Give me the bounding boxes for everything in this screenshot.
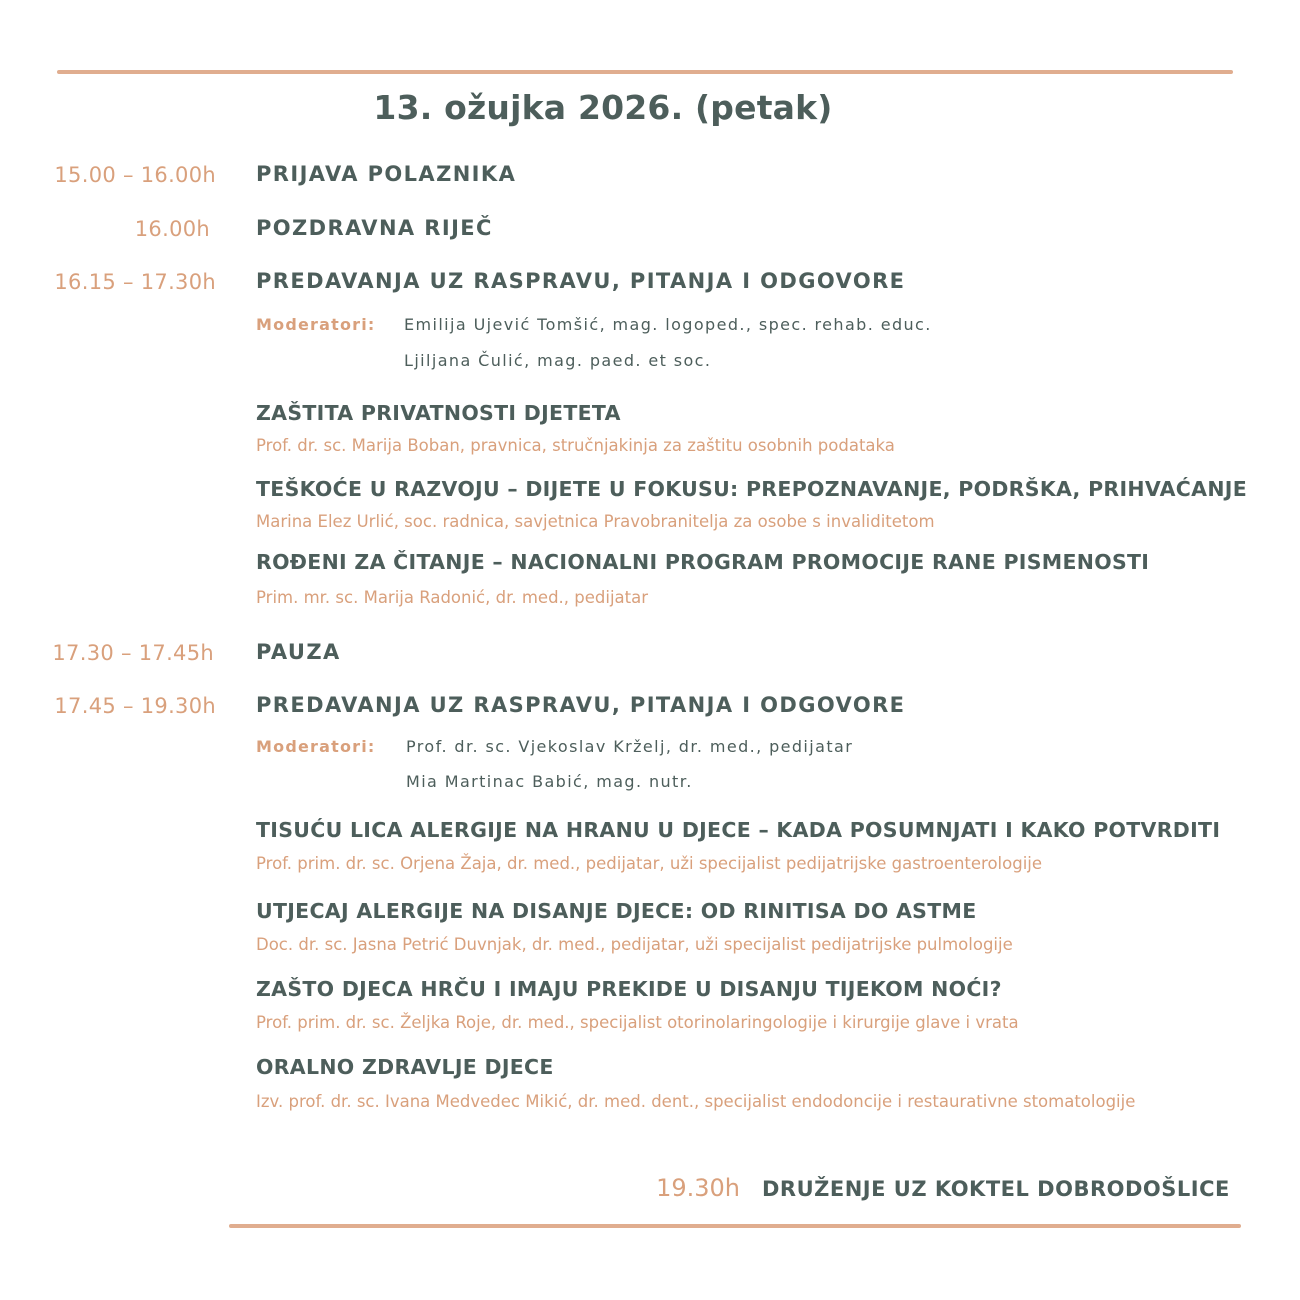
slot-title: POZDRAVNA RIJEČ	[256, 216, 493, 240]
moderator-name: Emilija Ujević Tomšić, mag. logoped., spec. rehab. educ.	[404, 315, 932, 334]
talk-title: TEŠKOĆE U RAZVOJU – DIJETE U FOKUSU: PREPOZNAVANJE, PODRŠKA, PRIHVAĆANJE	[256, 477, 1248, 501]
moderators-label: Moderatori:	[256, 737, 376, 756]
slot-time: 16.00h	[134, 217, 210, 241]
talk-speaker: Prof. dr. sc. Marija Boban, pravnica, stručnjakinja za zaštitu osobnih podataka	[256, 436, 895, 455]
slot-time: 15.00 – 16.00h	[54, 163, 216, 187]
talk-title: ZAŠTITA PRIVATNOSTI DJETETA	[256, 401, 621, 425]
talk-speaker: Marina Elez Urlić, soc. radnica, savjetnica Pravobranitelja za osobe s invaliditetom	[256, 512, 935, 531]
top-divider	[57, 70, 1233, 74]
closing-title: DRUŽENJE UZ KOKTEL DOBRODOŠLICE	[762, 1177, 1230, 1201]
moderator-name: Ljiljana Čulić, mag. paed. et soc.	[404, 351, 712, 370]
talk-speaker: Doc. dr. sc. Jasna Petrić Duvnjak, dr. med., pedijatar, uži specijalist pedijatrijske pulmologije	[256, 935, 1013, 954]
slot-title: PAUZA	[256, 640, 341, 664]
moderator-name: Prof. dr. sc. Vjekoslav Krželj, dr. med., pedijatar	[406, 737, 854, 756]
talk-title: ORALNO ZDRAVLJE DJECE	[256, 1055, 554, 1079]
bottom-divider	[229, 1224, 1241, 1228]
talk-speaker: Izv. prof. dr. sc. Ivana Medvedec Mikić, dr. med. dent., specijalist endodoncije i restaurativne stomatologije	[256, 1092, 1136, 1111]
moderator-name: Mia Martinac Babić, mag. nutr.	[406, 772, 693, 791]
talk-title: TISUĆU LICA ALERGIJE NA HRANU U DJECE – KADA POSUMNJATI I KAKO POTVRDITI	[256, 818, 1221, 842]
talk-title: UTJECAJ ALERGIJE NA DISANJE DJECE: OD RINITISA DO ASTME	[256, 899, 977, 923]
talk-speaker: Prof. prim. dr. sc. Orjena Žaja, dr. med., pedijatar, uži specijalist pedijatrijske gastroenterologije	[256, 854, 1043, 873]
slot-title: PREDAVANJA UZ RASPRAVU, PITANJA I ODGOVORE	[256, 693, 906, 717]
talk-speaker: Prof. prim. dr. sc. Željka Roje, dr. med., specijalist otorinolaringologije i kirurgije glave i vrata	[256, 1013, 1019, 1032]
slot-time: 17.30 – 17.45h	[52, 641, 214, 665]
slot-title: PRIJAVA POLAZNIKA	[256, 162, 517, 186]
slot-time: 17.45 – 19.30h	[54, 694, 216, 718]
slot-title: PREDAVANJA UZ RASPRAVU, PITANJA I ODGOVORE	[256, 269, 906, 293]
slot-time: 16.15 – 17.30h	[54, 270, 216, 294]
talk-speaker: Prim. mr. sc. Marija Radonić, dr. med., pedijatar	[256, 588, 649, 607]
talk-title: ROĐENI ZA ČITANJE – NACIONALNI PROGRAM PROMOCIJE RANE PISMENOSTI	[256, 550, 1150, 574]
closing-time: 19.30h	[656, 1174, 740, 1202]
talk-title: ZAŠTO DJECA HRČU I IMAJU PREKIDE U DISANJU TIJEKOM NOĆI?	[256, 977, 1002, 1001]
moderators-label: Moderatori:	[256, 315, 376, 334]
program-date: 13. ožujka 2026. (petak)	[373, 88, 833, 127]
